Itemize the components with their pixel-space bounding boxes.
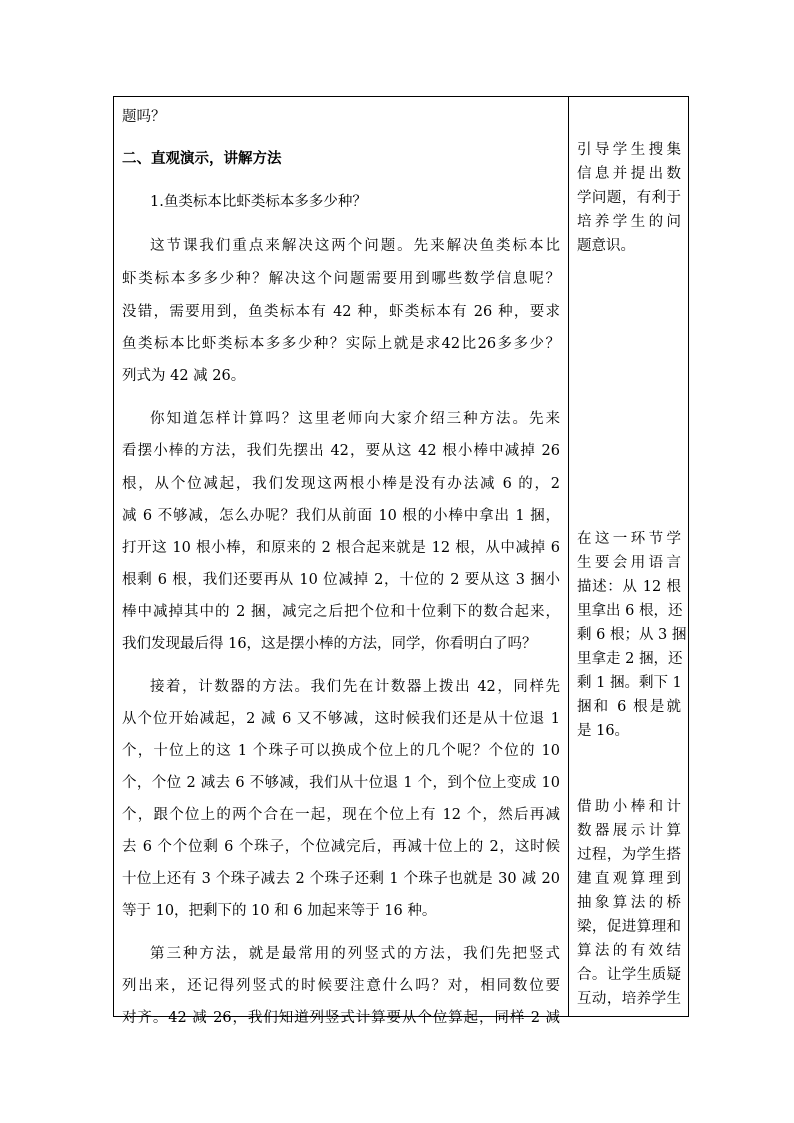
lesson-text-line: 鱼类标本比虾类标本多多少种？实际上就是求42比26多多少？	[122, 336, 560, 352]
lesson-table	[113, 96, 689, 1026]
design-intent-line: 互动，培养学生	[577, 991, 681, 1007]
lesson-text-line: 看摆小棒的方法，我们先摆出 42，要从这 42 根小棒中减掉 26	[122, 443, 560, 459]
lesson-text-line: 第三种方法，就是最常用的列竖式的方法，我们先把竖式	[150, 946, 560, 962]
lesson-text-line: 减 6 不够减，怎么办呢？我们从前面 10 根的小棒中拿出 1 捆，	[122, 508, 560, 524]
design-intent-line: 抽象算法的桥	[577, 895, 681, 911]
lesson-text-line: 你知道怎样计算吗？这里老师向大家介绍三种方法。先来	[150, 411, 560, 427]
design-intent-line: 生要会用语言	[577, 555, 681, 571]
design-intent-line: 引导学生搜集	[577, 142, 681, 158]
design-intent-line: 合。让学生质疑	[577, 967, 681, 983]
design-intent-line: 题意识。	[577, 238, 635, 254]
design-intent-line: 剩 6 根；从 3 捆	[577, 627, 687, 643]
design-intent-line: 剩 1 捆。剩下 1	[577, 675, 682, 691]
design-intent-line: 梁，促进算理和	[577, 919, 681, 935]
design-intent-line: 数器展示计算	[577, 823, 681, 839]
design-intent-line: 算法的有效结	[577, 943, 681, 959]
design-intent-line: 过程，为学生搭	[577, 847, 681, 863]
lesson-text-line: 没错，需要用到，鱼类标本有 42 种，虾类标本有 26 种，要求	[122, 304, 560, 320]
lesson-text-line: 去 6 个个位剩 6 个珠子，个位减完后，再减十位上的 2，这时候	[122, 839, 560, 855]
lesson-text-line: 这节课我们重点来解决这两个问题。先来解决鱼类标本比	[150, 238, 560, 254]
design-intent-line: 描述：从 12 根	[577, 579, 681, 595]
design-intent-line: 里拿出 6 根，还	[577, 603, 683, 619]
lesson-text-line: 我们发现最后得 16，这是摆小棒的方法，同学，你看明白了吗？	[122, 636, 537, 652]
lesson-text-line: 题吗？	[122, 109, 166, 125]
design-intent-line: 捆和 6 根是就	[577, 699, 681, 715]
lesson-text-line: 对齐。42 减 26，我们知道列竖式计算要从个位算起，同样 2 减	[122, 1010, 560, 1026]
lesson-text-line: 个，个位 2 减去 6 不够减，我们从十位退 1 个，到个位上变成 10	[122, 775, 560, 791]
lesson-text-line: 根，从个位减起，我们发现这两根小棒是没有办法减 6 的，2	[122, 476, 560, 492]
lesson-text-line: 列出来，还记得列竖式的时候要注意什么吗？对，相同数位要	[122, 978, 560, 994]
lesson-text-line: 接着，计数器的方法。我们先在计数器上拨出 42，同样先	[150, 679, 560, 695]
lesson-text-line: 打开这 10 根小棒，和原来的 2 根合起来就是 12 根，从中减掉 6	[122, 540, 560, 556]
lesson-text-line: 十位上还有 3 个珠子减去 2 个珠子还剩 1 个珠子也就是 30 减 20	[122, 871, 560, 887]
lesson-text-line: 从个位开始减起，2 减 6 又不够减，这时候我们还是从十位退 1	[122, 711, 560, 727]
lesson-text-line: 根剩 6 根，我们还要再从 10 位减掉 2，十位的 2 要从这 3 捆小	[122, 572, 560, 588]
design-intent-line: 在这一环节学	[577, 531, 681, 547]
column-divider	[568, 97, 569, 1016]
design-intent-line: 是 16。	[577, 723, 630, 739]
design-intent-line: 里拿走 2 捆，还	[577, 651, 683, 667]
section-heading: 二、直观演示，讲解方法	[122, 150, 282, 167]
lesson-text-line: 1.鱼类标本比虾类标本多多少种？	[150, 194, 367, 210]
design-intent-line: 培养学生的问	[577, 214, 681, 230]
lesson-text-line: 等于 10，把剩下的 10 和 6 加起来等于 16 种。	[122, 903, 437, 919]
design-intent-line: 学问题，有利于	[577, 190, 681, 206]
design-intent-line: 信息并提出数	[577, 166, 681, 182]
lesson-text-line: 个，跟个位上的两个合在一起，现在个位上有 12 个，然后再减	[122, 807, 560, 823]
lesson-text-line: 列式为 42 减 26。	[122, 368, 246, 384]
design-intent-line: 建直观算理到	[577, 871, 681, 887]
lesson-text-line: 棒中减掉其中的 2 捆，减完之后把个位和十位剩下的数合起来，	[122, 604, 560, 620]
lesson-text-line: 个，十位上的这 1 个珠子可以换成个位上的几个呢？个位的 10	[122, 743, 560, 759]
design-intent-line: 借助小棒和计	[577, 799, 681, 815]
lesson-text-line: 虾类标本多多少种？解决这个问题需要用到哪些数学信息呢？	[122, 271, 560, 287]
